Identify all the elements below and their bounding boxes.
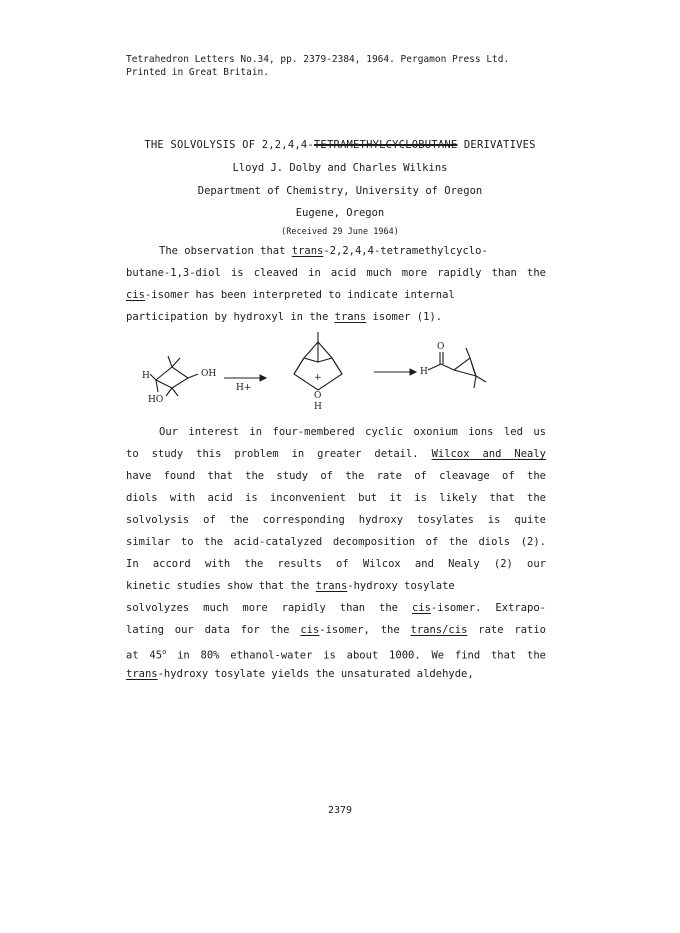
oxonium-o-label: O xyxy=(314,391,322,401)
article-title xyxy=(0,139,680,151)
text-line: trans-hydroxy tosylate yields the unsaturated aldehyde, xyxy=(126,668,474,680)
journal-header xyxy=(126,53,509,79)
title-struck-part: TETRAMETHYLCYCLOBUTANE xyxy=(313,139,458,151)
hplus-label: H+ xyxy=(236,383,252,393)
text-line: Our interest in four-membered cyclic oxonium ions led us xyxy=(159,426,546,438)
paragraph-1 xyxy=(126,240,546,328)
oxonium-plus: + xyxy=(314,373,322,383)
text-line: similar to the acid-catalyzed decomposition of the diols (2). xyxy=(126,536,546,548)
title-part-1: THE SOLVOLYSIS OF 2,2,4,4- xyxy=(144,139,314,151)
oxonium-h-label: H xyxy=(314,402,322,412)
text-line: In accord with the results of Wilcox and Nealy (2) our xyxy=(126,558,546,570)
text-line: The observation that trans-2,2,4,4-tetramethylcyclo- xyxy=(159,245,488,257)
journal-citation: Tetrahedron Letters No.34, pp. 2379-2384, 1964. Pergamon Press Ltd. xyxy=(126,54,510,65)
oh-label: OH xyxy=(201,369,217,379)
paragraph-2 xyxy=(126,421,546,685)
text-line: diols with acid is inconvenient but it is likely that the xyxy=(126,492,546,504)
reaction-scheme xyxy=(128,332,508,412)
location: Eugene, Oregon xyxy=(295,207,385,219)
reaction-arrow-2 xyxy=(374,369,416,375)
text-line: have found that the study of the rate of cleavage of the xyxy=(126,470,546,482)
text-line: lating our data for the cis-isomer, the trans/cis rate ratio xyxy=(126,624,546,636)
text-line: kinetic studies show that the trans-hydroxy tosylate xyxy=(126,580,455,592)
reaction-arrow-1 xyxy=(224,375,266,381)
text-line: participation by hydroxyl in the trans isomer (1). xyxy=(126,311,443,323)
received-date: (Received 29 June 1964) xyxy=(281,227,399,237)
authors: Lloyd J. Dolby and Charles Wilkins xyxy=(232,162,448,174)
text-line: at 45$^o$ in 80% ethanol-water is about 1000. We find that the xyxy=(126,648,546,662)
page-number: 2379 xyxy=(327,805,353,816)
affiliation: Department of Chemistry, University of Oregon xyxy=(197,185,483,197)
text-line: butane-1,3-diol is cleaved in acid much more rapidly than the xyxy=(126,267,546,279)
aldehyde-h-label: H xyxy=(420,367,428,377)
aldehyde-o-label: O xyxy=(437,342,445,352)
printed-in: Printed in Great Britain. xyxy=(126,67,269,78)
h-label: H xyxy=(142,371,150,381)
diol-structure xyxy=(150,356,198,396)
text-line: solvolysis of the corresponding hydroxy tosylates is quite xyxy=(126,514,546,526)
text-line: to study this problem in greater detail. Wilcox and Nealy xyxy=(126,448,546,460)
text-line: solvolyzes much more rapidly than the cis-isomer. Extrapo- xyxy=(126,602,547,614)
aldehyde-structure xyxy=(428,348,486,388)
text-line: cis-isomer has been interpreted to indicate internal xyxy=(126,289,455,301)
title-part-2: DERIVATIVES xyxy=(457,139,536,151)
ho-label: HO xyxy=(148,395,164,405)
